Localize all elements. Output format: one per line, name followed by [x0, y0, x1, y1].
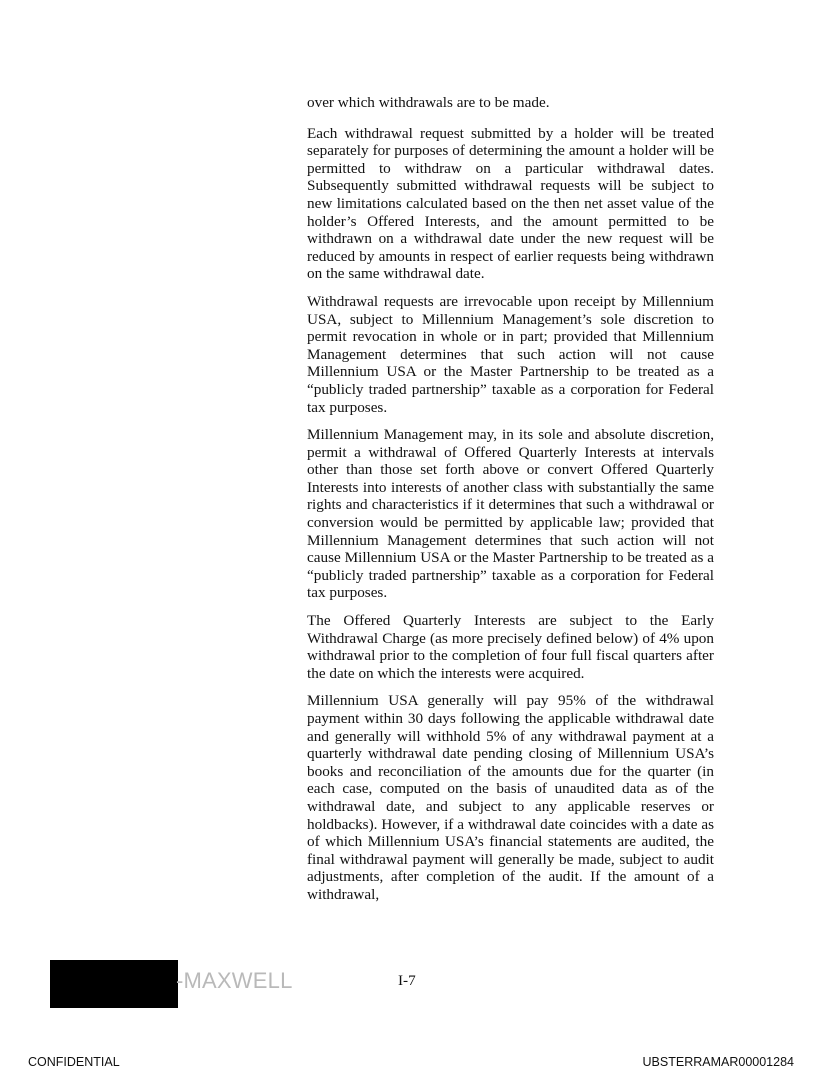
paragraph-withdrawal-request-treatment: Each withdrawal request submitted by a holder will be treated separately for purposes of determining the amount a holder will be permitted to withdraw on a particular withdrawal dates. Subsequently submitted withdrawal requests will be subject to new limitations calculated based on the then net asset value of the holder’s Offered Interests, and the amount permitted to be withdrawn on a withdrawal date under the new request will be reduced by amounts in respect of earlier requests being withdrawn on the same withdrawal date. [307, 124, 714, 283]
paragraph-withdrawal-payment: Millennium USA generally will pay 95% of the withdrawal payment within 30 days following the applicable withdrawal date and generally will withhold 5% of any withdrawal payment at a quarterly withdrawal date pending closing of Millennium USA’s books and reconciliation of the amounts due for the quarter (in each case, computed on the basis of unaudited data as of the withdrawal date, and subject to any applicable reserves or holdbacks). However, if a withdrawal date coincides with a date as of which Millennium USA’s financial statements are audited, the final withdrawal payment will generally be made, subject to audit adjustments, after completion of the audit. If the amount of a withdrawal, [307, 692, 714, 903]
redaction-block [50, 960, 178, 1008]
page-number: I-7 [398, 972, 416, 989]
confidential-label: CONFIDENTIAL [28, 1055, 120, 1069]
paragraph-continuation: over which withdrawals are to be made. [307, 94, 550, 111]
paragraph-irrevocable-requests: Withdrawal requests are irrevocable upon receipt by Millennium USA, subject to Millennium Management’s sole discretion to permit revocation in whole or in part; provided that Millennium Management determines that such action will not cause Millennium USA or the Master Partnership to be treated as a “publicly traded partnership” taxable as a corporation for Federal tax purposes. [307, 292, 714, 416]
body-text-column [307, 94, 714, 914]
paragraph-management-discretion: Millennium Management may, in its sole and absolute discretion, permit a withdrawal of Offered Quarterly Interests at intervals other than those set forth above or convert Offered Quarterly Interests into interests of another class with substantially the same rights and characteristics if it determines that such a withdrawal or conversion would be permitted by applicable law; provided that Millennium Management determines that such action will not cause Millennium USA or the Master Partnership to be treated as a “publicly traded partnership” taxable as a corporation for Federal tax purposes. [307, 426, 714, 602]
bates-stamp-text: -MAXWELL [176, 968, 293, 993]
bates-number: UBSTERRAMAR00001284 [642, 1055, 794, 1069]
paragraph-early-withdrawal-charge: The Offered Quarterly Interests are subject to the Early Withdrawal Charge (as more precisely defined below) of 4% upon withdrawal prior to the completion of four full fiscal quarters after the date on which the interests were acquired. [307, 612, 714, 682]
